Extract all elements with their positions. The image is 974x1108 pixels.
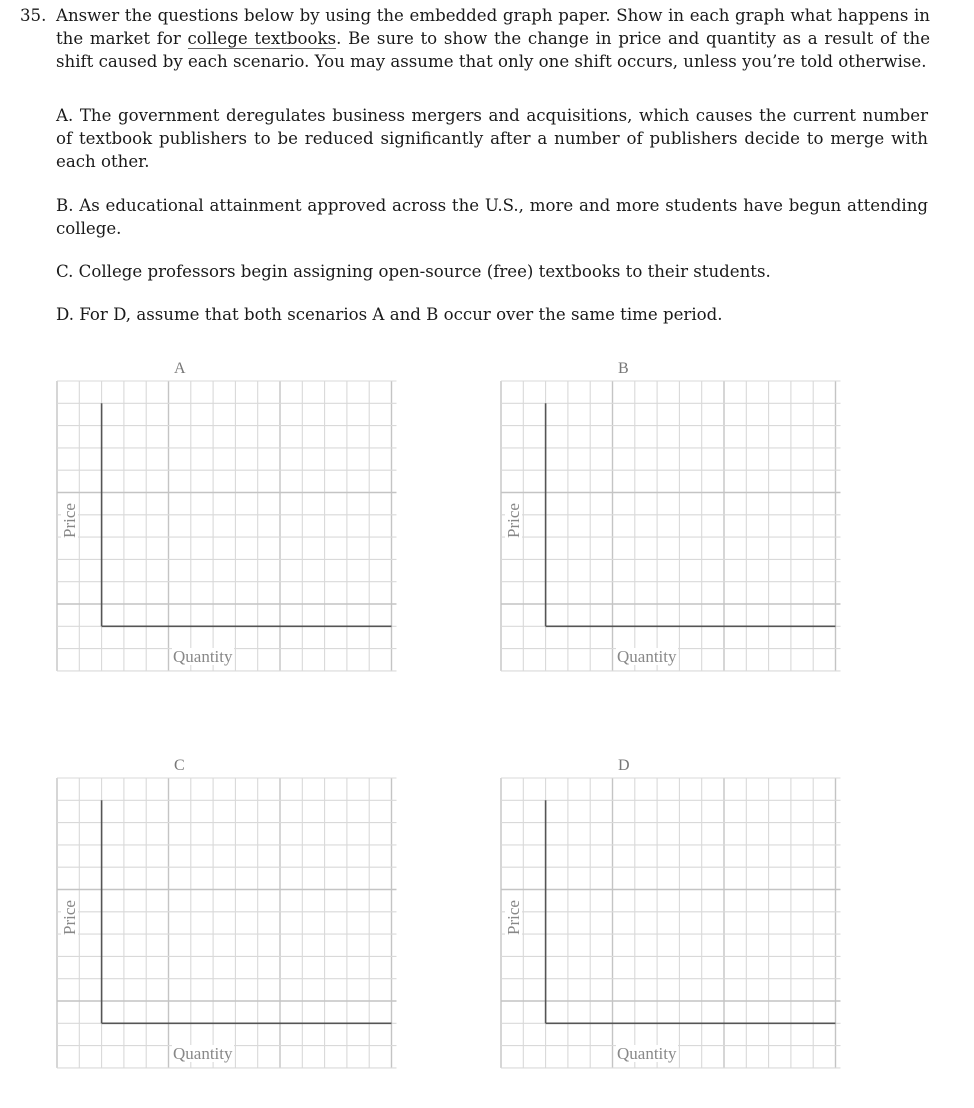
y-axis-label: Price xyxy=(60,900,79,935)
y-axis-label: Price xyxy=(504,503,523,538)
graph-title: A xyxy=(174,360,186,377)
x-axis-label: Quantity xyxy=(173,1044,233,1063)
graph-title: D xyxy=(618,757,630,774)
x-axis-label: Quantity xyxy=(173,647,233,666)
y-axis-label: Price xyxy=(504,900,523,935)
graph-a[interactable] xyxy=(57,359,402,666)
prompt-text-2: . Be sure to show the change in price and quantity as a result of the shift caused by each scenario. You may assume that only one shift occurs, unless you’re told otherwise. xyxy=(56,29,931,71)
question-35 xyxy=(20,4,930,73)
y-axis-label: Price xyxy=(60,503,79,538)
prompt-text-1: Answer the questions below by using the embedded graph paper. Show in each graph what happens in the market for xyxy=(56,6,930,48)
graph-paper[interactable] xyxy=(501,756,846,1076)
graph-paper[interactable] xyxy=(57,359,402,679)
graph-d[interactable] xyxy=(501,756,846,1063)
question-number: 35. xyxy=(20,6,47,25)
graph-title: B xyxy=(618,360,629,377)
scenario-c: C. College professors begin assigning open-source (free) textbooks to their students. xyxy=(56,262,771,281)
scenario-a: A. The government deregulates business mergers and acquisitions, which causes the current number of textbook publishers to be reduced significantly after a number of publishers decide to merge with each other. xyxy=(56,106,928,171)
x-axis-label: Quantity xyxy=(617,647,677,666)
graph-b[interactable] xyxy=(501,359,846,666)
graph-title: C xyxy=(174,757,185,774)
x-axis-label: Quantity xyxy=(617,1044,677,1063)
scenario-b: B. As educational attainment approved across the U.S., more and more students have begun attending college. xyxy=(56,196,928,238)
question-prompt xyxy=(56,4,930,73)
graph-c[interactable] xyxy=(57,756,402,1063)
graph-paper[interactable] xyxy=(57,756,402,1076)
graph-paper[interactable] xyxy=(501,359,846,679)
scenario-d: D. For D, assume that both scenarios A and B occur over the same time period. xyxy=(56,305,723,324)
underlined-market-term: college textbooks xyxy=(187,29,337,48)
